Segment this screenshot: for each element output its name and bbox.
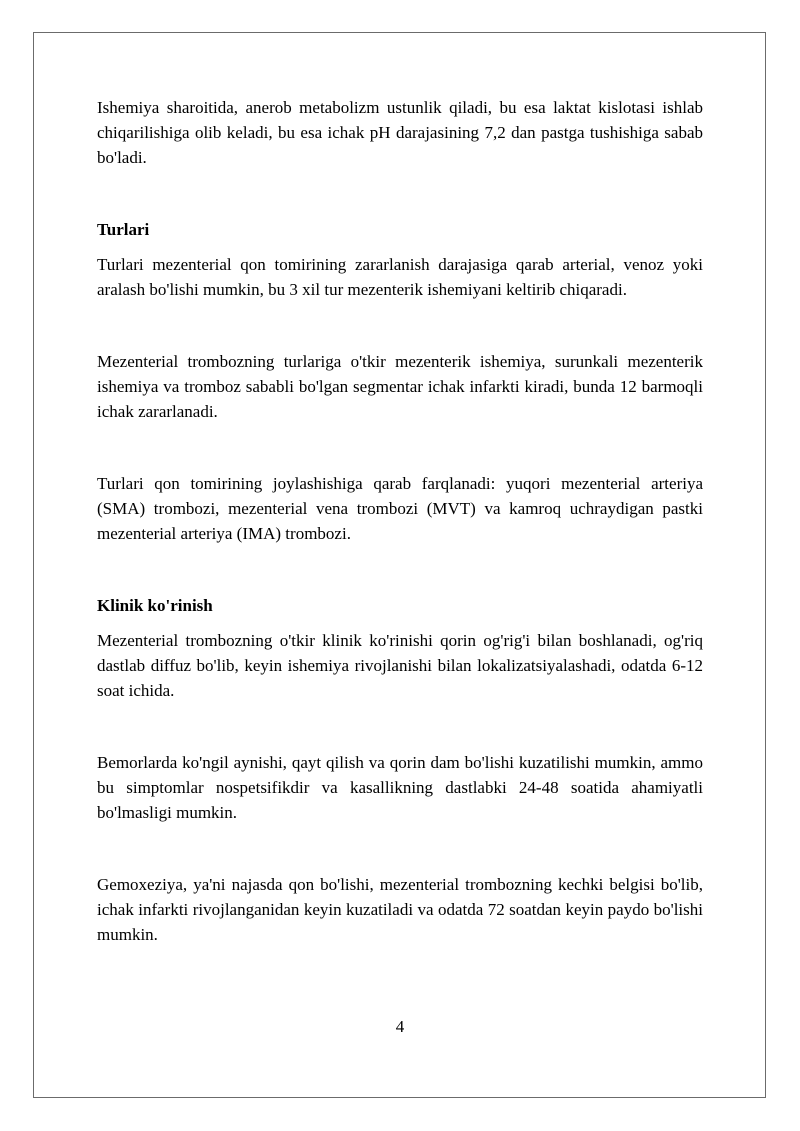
spacer [97, 703, 703, 750]
paragraph-turlari-zararlanish: Turlari mezenterial qon tomirining zararlanish darajasiga qarab arterial, venoz yoki aralash bo'lishi mumkin, bu 3 xil tur mezenterik ishemiyani keltirib chiqaradi. [97, 255, 703, 299]
heading-klinik-korinish: Klinik ko'rinish [97, 596, 213, 615]
heading-turlari: Turlari [97, 220, 150, 239]
paragraph-otkir-klinik: Mezenterial trombozning o'tkir klinik ko'rinishi qorin og'rig'i bilan boshlanadi, og'riq dastlab diffuz bo'lib, keyin ishemiya rivojlanishi bilan lokalizatsiyalashadi, odatda 6-12 soat ichida. [97, 631, 703, 700]
document-body [97, 95, 703, 947]
paragraph-simptomlar: Bemorlarda ko'ngil aynishi, qayt qilish va qorin dam bo'lishi kuzatilishi mumkin, ammo bu simptomlar nospetsifikdir va kasallikning dastlabki 24-48 soatida ahamiyatli bo'lmasligi mumkin. [97, 753, 703, 822]
spacer [97, 825, 703, 872]
paragraph-tromboz-turlari: Mezenterial trombozning turlariga o'tkir mezenterik ishemiya, surunkali mezenterik ishemiya va tromboz sababli bo'lgan segmentar ichak infarkti kiradi, bunda 12 barmoqli ichak zararlanadi. [97, 352, 703, 421]
paragraph-ishemiya-metabolizm: Ishemiya sharoitida, anerob metabolizm ustunlik qiladi, bu esa laktat kislotasi ishlab chiqarilishiga olib keladi, bu esa ichak pH darajasining 7,2 dan pastga tushishiga sabab bo'ladi. [97, 98, 703, 167]
page-number: 4 [395, 1017, 405, 1036]
spacer [97, 424, 703, 471]
spacer [97, 302, 703, 349]
spacer [97, 242, 703, 252]
spacer [97, 546, 703, 593]
paragraph-gemoxeziya: Gemoxeziya, ya'ni najasda qon bo'lishi, mezenterial trombozning kechki belgisi bo'lib, ichak infarkti rivojlanganidan keyin kuzatiladi va odatda 72 soatdan keyin paydo bo'lishi mumkin. [97, 875, 703, 944]
spacer [97, 618, 703, 628]
paragraph-joylashish: Turlari qon tomirining joylashishiga qarab farqlanadi: yuqori mezenterial arteriya (SMA) trombozi, mezenterial vena trombozi (MVT) va kamroq uchraydigan pastki mezenterial arteriya (IMA) trombozi. [97, 474, 703, 543]
spacer [97, 170, 703, 217]
